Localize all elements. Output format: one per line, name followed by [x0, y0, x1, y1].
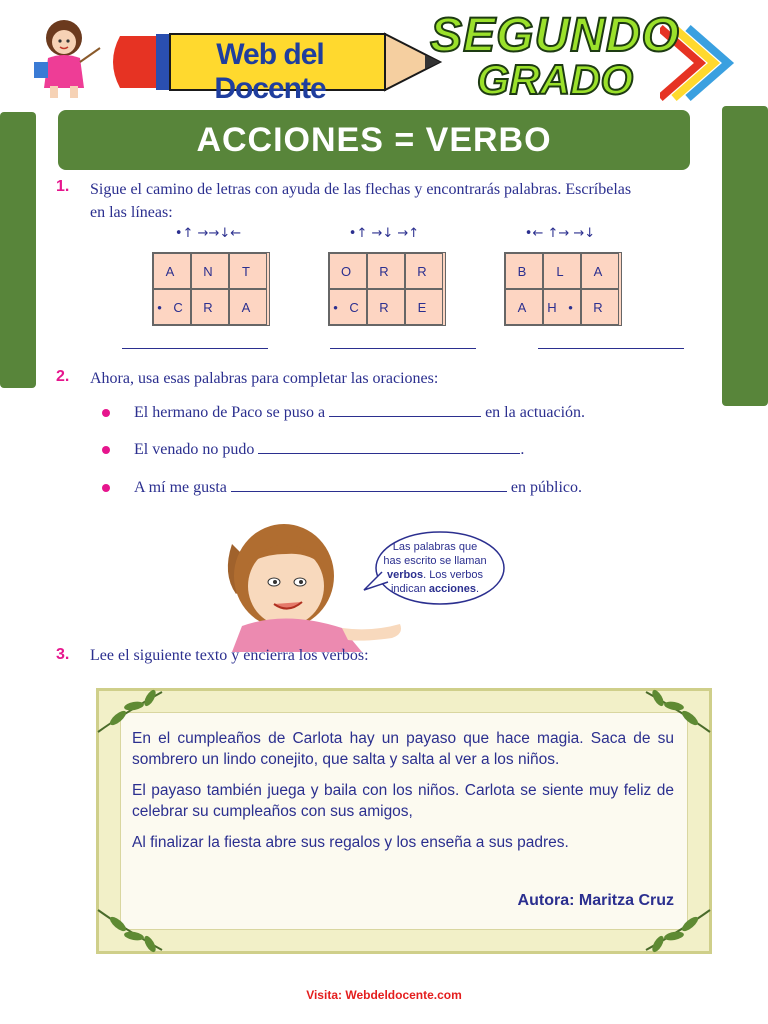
- bubble-line-1: Las palabras que: [392, 541, 478, 553]
- letter-cell: O: [329, 253, 367, 289]
- letter-cell: R: [367, 289, 405, 325]
- letter-puzzle-2: [328, 226, 446, 326]
- answer-line-1[interactable]: [122, 348, 268, 349]
- letter-cell: L: [543, 253, 581, 289]
- sentence-2-start: El venado no pudo: [134, 441, 255, 458]
- sentence-1-start: El hermano de Paco se puso a: [134, 404, 326, 421]
- letter-cell: • C: [153, 289, 191, 325]
- answer-line-3[interactable]: [538, 348, 684, 349]
- letter-cell: E: [405, 289, 443, 325]
- header: [0, 0, 768, 112]
- letter-cell: H •: [543, 289, 581, 325]
- exercise-2-instruction: Ahora, usa esas palabras para completar las oraciones:: [90, 370, 439, 387]
- letter-cell: R: [405, 253, 443, 289]
- grade-label: [420, 9, 690, 104]
- bubble-line-3: . Los verbos: [423, 569, 483, 581]
- letter-cell: R: [191, 289, 229, 325]
- exercise-2-number: 2.: [56, 368, 70, 385]
- sentence-3-end: en público.: [510, 479, 582, 496]
- sentence-1: [134, 403, 585, 422]
- bubble-word-verbos: verbos: [387, 569, 424, 581]
- sentence-3-blank[interactable]: [231, 478, 507, 492]
- left-side-bar: [0, 112, 36, 388]
- sentence-3: [134, 478, 582, 497]
- letter-cell: A: [229, 289, 267, 325]
- letter-cell: A: [153, 253, 191, 289]
- sentence-2: [134, 440, 524, 459]
- leaf-icon: [644, 908, 712, 954]
- exercise-1-instruction-line1: Sigue el camino de letras con ayuda de las flechas y encontrarás palabras. Escríbelas: [90, 181, 632, 198]
- puzzle-arrows: •↑ →→↓←: [174, 226, 242, 241]
- letter-cell: N: [191, 253, 229, 289]
- bubble-word-acciones: acciones: [428, 583, 476, 595]
- story-paragraph-3: Al finalizar la fiesta abre sus regalos y los enseña a sus padres.: [132, 834, 569, 851]
- story-paragraph-1: En el cumpleaños de Carlota hay un payaso que hace magia. Saca de su sombrero un lindo conejito, que salta y salta al ver a los niños.: [132, 730, 674, 768]
- exercise-3-instruction: Lee el siguiente texto y encierra los verbos:: [90, 647, 369, 664]
- bubble-line-5: .: [475, 583, 480, 595]
- letter-cell: R: [367, 253, 405, 289]
- exercise-3-number: 3.: [56, 646, 70, 663]
- puzzle-arrows: •↑ →↓ →↑: [348, 226, 420, 241]
- logo-text: Web del Docente: [214, 38, 326, 105]
- story-text: [132, 728, 674, 863]
- letter-cell: R: [581, 289, 619, 325]
- grade-line2: GRADO: [476, 56, 634, 103]
- leaf-icon: [96, 908, 164, 954]
- grade-line1: SEGUNDO: [430, 9, 680, 62]
- letter-grid: [504, 252, 622, 326]
- sentence-1-end: en la actuación.: [485, 404, 586, 421]
- letter-cell: A: [581, 253, 619, 289]
- story-paragraph-2: El payaso también juega y baila con los niños. Carlota se siente muy feliz de celebrar su cumpleaños con sus amigos,: [132, 782, 674, 820]
- exercise-1-instruction-line2: en las líneas:: [90, 204, 173, 221]
- letter-cell: A: [505, 289, 543, 325]
- letter-cell: B: [505, 253, 543, 289]
- sentence-2-blank[interactable]: [258, 440, 520, 454]
- puzzle-arrows: •← ↑→ →↓: [524, 226, 596, 241]
- bubble-line-4: indican: [390, 583, 426, 595]
- sentence-1-blank[interactable]: [329, 403, 481, 417]
- sentence-2-end: .: [520, 441, 525, 458]
- sentence-3-start: A mí me gusta: [134, 479, 227, 496]
- letter-cell: T: [229, 253, 267, 289]
- footer-site-link[interactable]: Webdeldocente.com: [345, 988, 462, 1002]
- bullet: [102, 409, 110, 417]
- bubble-line-2: has escrito se llaman: [383, 555, 487, 567]
- speech-bubble-text: [372, 540, 498, 596]
- bullet: [102, 446, 110, 454]
- letter-puzzle-3: [504, 226, 622, 326]
- page-title: ACCIONES = VERBO: [58, 110, 690, 170]
- exercise-1-number: 1.: [56, 178, 70, 195]
- story-author: Autora: Maritza Cruz: [517, 892, 674, 909]
- footer-label: Visita:: [306, 988, 342, 1002]
- letter-grid: [152, 252, 270, 326]
- bullet: [102, 484, 110, 492]
- letter-puzzle-1: [152, 226, 270, 326]
- answer-line-2[interactable]: [330, 348, 476, 349]
- teacher-illustration: [32, 18, 104, 100]
- letter-cell: • C: [329, 289, 367, 325]
- footer: [0, 988, 768, 1002]
- right-side-bar: [722, 106, 768, 406]
- letter-grid: [328, 252, 446, 326]
